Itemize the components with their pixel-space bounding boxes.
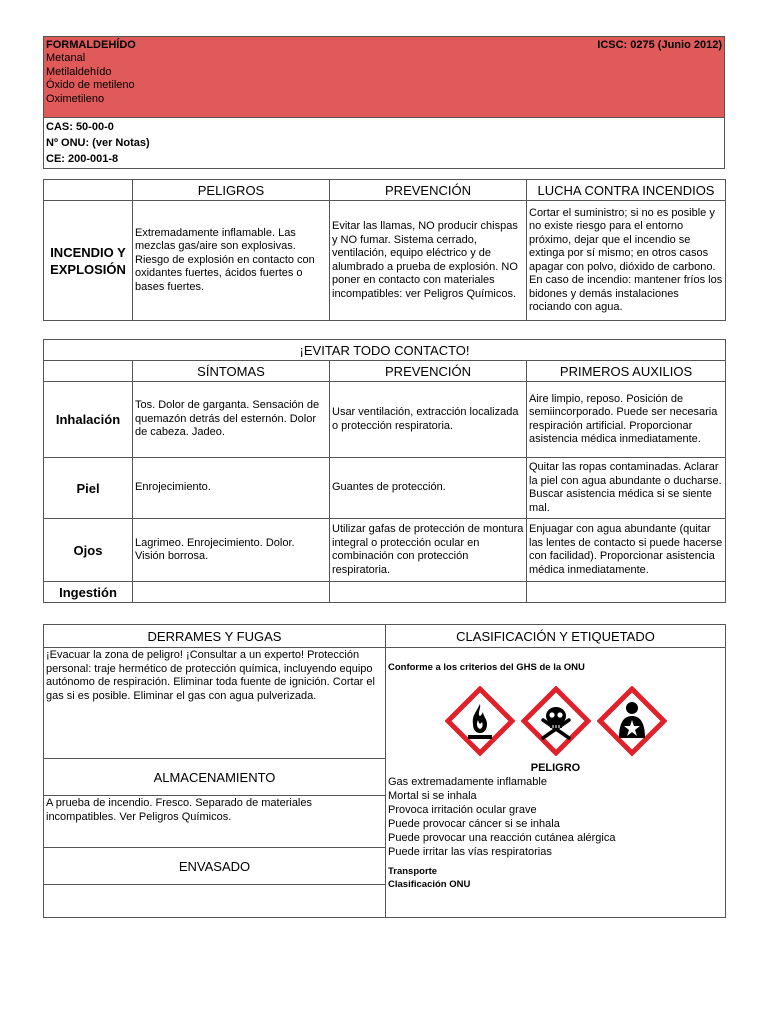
sintomas-cell: Enrojecimiento. xyxy=(133,458,330,519)
synonym: Oximetileno xyxy=(46,92,105,105)
spills-title: DERRAMES Y FUGAS xyxy=(44,625,386,648)
sintomas-cell: Tos. Dolor de garganta. Sensación de quemazón detrás del esternón. Dolor de cabeza. Jadeo. xyxy=(133,382,330,458)
storage-title: ALMACENAMIENTO xyxy=(44,759,386,796)
hazard-statement: Mortal si se inhala xyxy=(388,790,477,802)
packaging-text xyxy=(44,885,386,918)
fire-prevencion: Evitar las llamas, NO producir chispas y NO fumar. Sistema cerrado, ventilación, equipo eléctrico y de alumbrado a prueba de explosión. NO poner en contacto con materiales incompatibles: ver Peligros Químicos. xyxy=(330,201,527,321)
hazard-statement: Puede provocar cáncer si se inhala xyxy=(388,818,560,830)
sintomas-cell: Lagrimeo. Enrojecimiento. Dolor. Visión borrosa. xyxy=(133,519,330,582)
col-peligros: PELIGROS xyxy=(133,180,330,201)
col-auxilios: PRIMEROS AUXILIOS xyxy=(527,361,726,382)
auxilios-cell: Enjuagar con agua abundante (quitar las lentes de contacto si puede hacerse con facilidad). Proporcionar asistencia médica inmediatamente. xyxy=(527,519,726,582)
identifiers-block xyxy=(44,118,725,169)
transport-label: Transporte xyxy=(388,866,438,877)
fire-explosion-table xyxy=(43,179,726,321)
synonym: Metilaldehído xyxy=(46,65,112,78)
prevencion-cell: Utilizar gafas de protección de montura integral o protección ocular en combinación con protección respiratoria. xyxy=(330,519,527,582)
health-hazard-icon xyxy=(597,686,667,756)
row-label-fire: INCENDIO Y EXPLOSIÓN xyxy=(44,201,133,321)
col-prevencion: PREVENCIÓN xyxy=(330,361,527,382)
hazard-statement: Puede provocar una reacción cutánea alérgica xyxy=(388,832,616,844)
signal-word: PELIGRO xyxy=(530,762,581,774)
table-row xyxy=(44,382,726,458)
ghs-label: Conforme a los criterios del GHS de la ONU xyxy=(388,662,585,673)
transport-block xyxy=(388,865,723,891)
bottom-table xyxy=(43,624,726,918)
fire-lucha: Cortar el suministro; si no es posible y no existe riesgo para el entorno próximo, dejar que el incendio se extinga por sí mismo; en otros casos apagar con polvo, dióxido de carbono. En caso de incendio: mantener fríos los bidones y demás instalaciones rociando con agua. xyxy=(527,201,726,321)
auxilios-cell: Aire limpio, reposo. Posición de semiincorporado. Puede ser necesaria respiración artificial. Proporcionar asistencia médica inmediatamente. xyxy=(527,382,726,458)
synonym: Óxido de metileno xyxy=(46,79,135,91)
prevencion-cell xyxy=(330,582,527,603)
hazard-statement: Gas extremadamente inflamable xyxy=(388,776,547,788)
table-row xyxy=(44,519,726,582)
col-lucha: LUCHA CONTRA INCENDIOS xyxy=(527,180,726,201)
ce-number: CE: 200-001-8 xyxy=(46,153,119,165)
packaging-title: ENVASADO xyxy=(44,848,386,885)
skull-crossbones-icon xyxy=(521,686,591,756)
row-label: Piel xyxy=(44,458,133,519)
prevencion-cell: Usar ventilación, extracción localizada o protección respiratoria. xyxy=(330,382,527,458)
col-sintomas: SÍNTOMAS xyxy=(133,361,330,382)
synonym: Metanal xyxy=(46,52,86,64)
un-class-label: Clasificación ONU xyxy=(388,879,471,890)
synonym-list xyxy=(46,52,722,106)
auxilios-cell xyxy=(527,582,726,603)
col-prevencion: PREVENCIÓN xyxy=(330,180,527,201)
header-table xyxy=(43,36,725,169)
storage-text: A prueba de incendio. Fresco. Separado de materiales incompatibles. Ver Peligros Químicos. xyxy=(44,796,386,848)
table-row xyxy=(44,458,726,519)
hazard-statement: Puede irritar las vías respiratorias xyxy=(388,846,552,858)
row-label: Inhalación xyxy=(44,382,133,458)
fire-peligros: Extremadamente inflamable. Las mezclas gas/aire son explosivas. Riesgo de explosión en contacto con oxidantes fuertes, ácidos fuertes o bases fuertes. xyxy=(133,201,330,321)
classification-block xyxy=(386,648,726,918)
contact-title: ¡EVITAR TODO CONTACTO! xyxy=(44,340,726,361)
classification-title: CLASIFICACIÓN Y ETIQUETADO xyxy=(386,625,726,648)
hazard-statement: Provoca irritación ocular grave xyxy=(388,804,537,816)
sintomas-cell xyxy=(133,582,330,603)
substance-name: FORMALDEHÍDO xyxy=(46,39,136,51)
table-row xyxy=(44,582,726,603)
hazard-list xyxy=(388,775,723,859)
prevencion-cell: Guantes de protección. xyxy=(330,458,527,519)
onu-number: Nº ONU: (ver Notas) xyxy=(46,137,150,149)
identity-block xyxy=(44,37,725,118)
auxilios-cell: Quitar las ropas contaminadas. Aclarar la piel con agua abundante o ducharse. Buscar asistencia médica si se siente mal. xyxy=(527,458,726,519)
row-label: Ojos xyxy=(44,519,133,582)
row-label: Ingestión xyxy=(44,582,133,603)
spills-text: ¡Evacuar la zona de peligro! ¡Consultar a un experto! Protección personal: traje hermético de protección química, incluyendo equipo autónomo de respiración. Eliminar toda fuente de ignición. Cortar el gas si es posible. Eliminar el gas con agua pulverizada. xyxy=(44,648,386,759)
flame-icon xyxy=(445,686,515,756)
icsc-number: ICSC: 0275 (Junio 2012) xyxy=(597,39,722,51)
ghs-pictograms xyxy=(388,686,723,756)
contact-table xyxy=(43,339,726,603)
cas-number: CAS: 50-00-0 xyxy=(46,121,114,133)
